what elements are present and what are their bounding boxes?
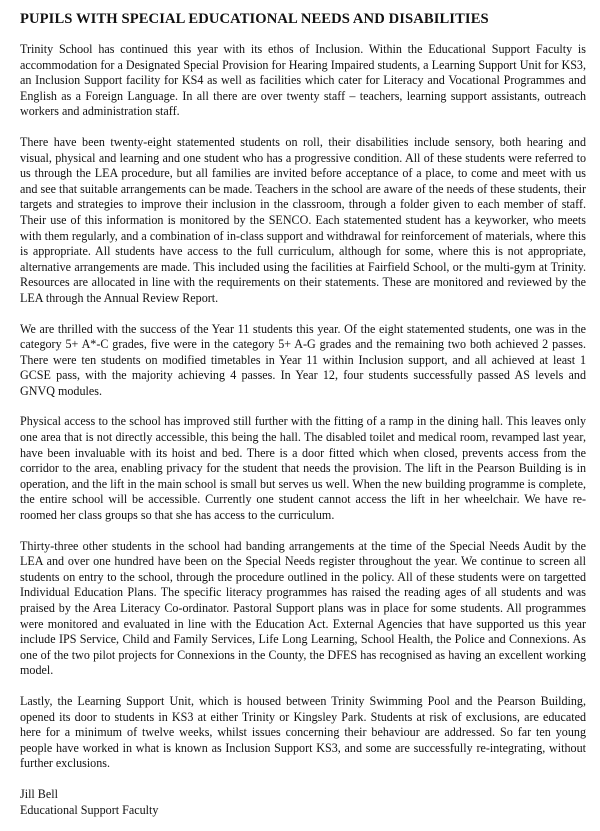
paragraph-learning-support-unit: Lastly, the Learning Support Unit, which is housed between Trinity Swimming Pool and the Pearson Building, opened its door to students in KS3 at either Trinity or Kingsley Park. Students at risk of exclusions, are educated here for a minimum of twelve weeks, whilst issues concerning their behaviour are addressed. So far ten young people have worked in what is known as Inclusion Support KS3, and some are successfully re-integrating, without further exclusions. — [20, 693, 586, 771]
paragraph-physical-access: Physical access to the school has improved still further with the fitting of a ramp in the dining hall. This leaves only one area that is not directly accessible, this being the hall. The disabled toilet and medical room, revamped last year, have been invaluable with its hoist and bed. There is a door fitted which when closed, prevents access from the corridor to the area, enabling privacy for the student that needs the provision. The lift in the Pearson Building is in operation, and the lift in the main school is small but serves us well. When the new building programme is complete, the entire school will be accessible. Currently one student cannot access the lift in her wheelchair. We have re-roomed her class groups so that she has access to the curriculum. — [20, 414, 586, 523]
page-title: PUPILS WITH SPECIAL EDUCATIONAL NEEDS AND DISABILITIES — [20, 11, 489, 27]
signature-name: Jill Bell — [20, 786, 58, 801]
paragraph-inclusion-ethos: Trinity School has continued this year with its ethos of Inclusion. Within the Educational Support Faculty is accommodation for a Designated Special Provision for Hearing Impaired students, a Learning Support Unit for KS3, an Inclusion Support facility for KS4 as well as facilities which cater for Literacy and Vocational Programmes and English as a Foreign Language. In all there are over twenty staff – teachers, learning support assistants, outreach workers and administration staff. — [20, 42, 586, 119]
paragraph-year-11-results: We are thrilled with the success of the Year 11 students this year. Of the eight statemented students, one was in the category 5+ A*-C grades, five were in the category 5+ A-G grades and the remaining two both achieved 2 passes. There were ten students on modified timetables in Year 11 within Inclusion support, and all achieved at least 1 GCSE pass, with the majority achieving 4 passes. In Year 12, four students successfully passed AS levels and GNVQ modules. — [20, 321, 586, 398]
signature-role: Educational Support Faculty — [20, 802, 159, 817]
document-page — [20, 10, 586, 818]
paragraph-banding-arrangements: Thirty-three other students in the school had banding arrangements at the time of the Special Needs Audit by the LEA and over one hundred have been on the Special Needs register throughout the year. We continue to screen all students on entry to the school, through the procedure outlined in the policy. All of these students were on targetted Individual Education Plans. The specific literacy programmes has raised the reading ages of all students and was praised by the Area Literacy Co-ordinator. Pastoral Support plans was in place for some students. All programmes were monitored and evaluated in line with the Education Act. External Agencies that have supported us this year include IPS Service, Child and Family Services, Life Long Learning, School Health, the Police and Connexions. As one of the two pilot projects for Connexions in the County, the DFES has recognised as having an excellent working model. — [20, 538, 586, 678]
paragraph-statemented-students: There have been twenty-eight statemented students on roll, their disabilities include sensory, both hearing and visual, physical and learning and one student who has a progressive condition. All of these students were referred to us through the LEA procedure, but all families are invited before acceptance of a place, to come and meet with us and see that suitable arrangements can be made. Teachers in the school are aware of the needs of these students, their targets and strategies to improve their inclusion in the classroom, through a folder given to each member of staff. Their use of this information is monitored by the SENCO. Each statemented student has a keyworker, who meets with them regularly, and a combination of in-class support and withdrawal for reinforcement of materials, where this is appropriate. All students have access to the full curriculum, although for some, where this is not appropriate, alternative arrangements are made. This included using the facilities at Fairfield School, or the multi-gym at Trinity. Resources are allocated in line with the requirements on their statements. These are monitored and reviewed by the LEA through the Annual Review Report. — [20, 134, 586, 305]
